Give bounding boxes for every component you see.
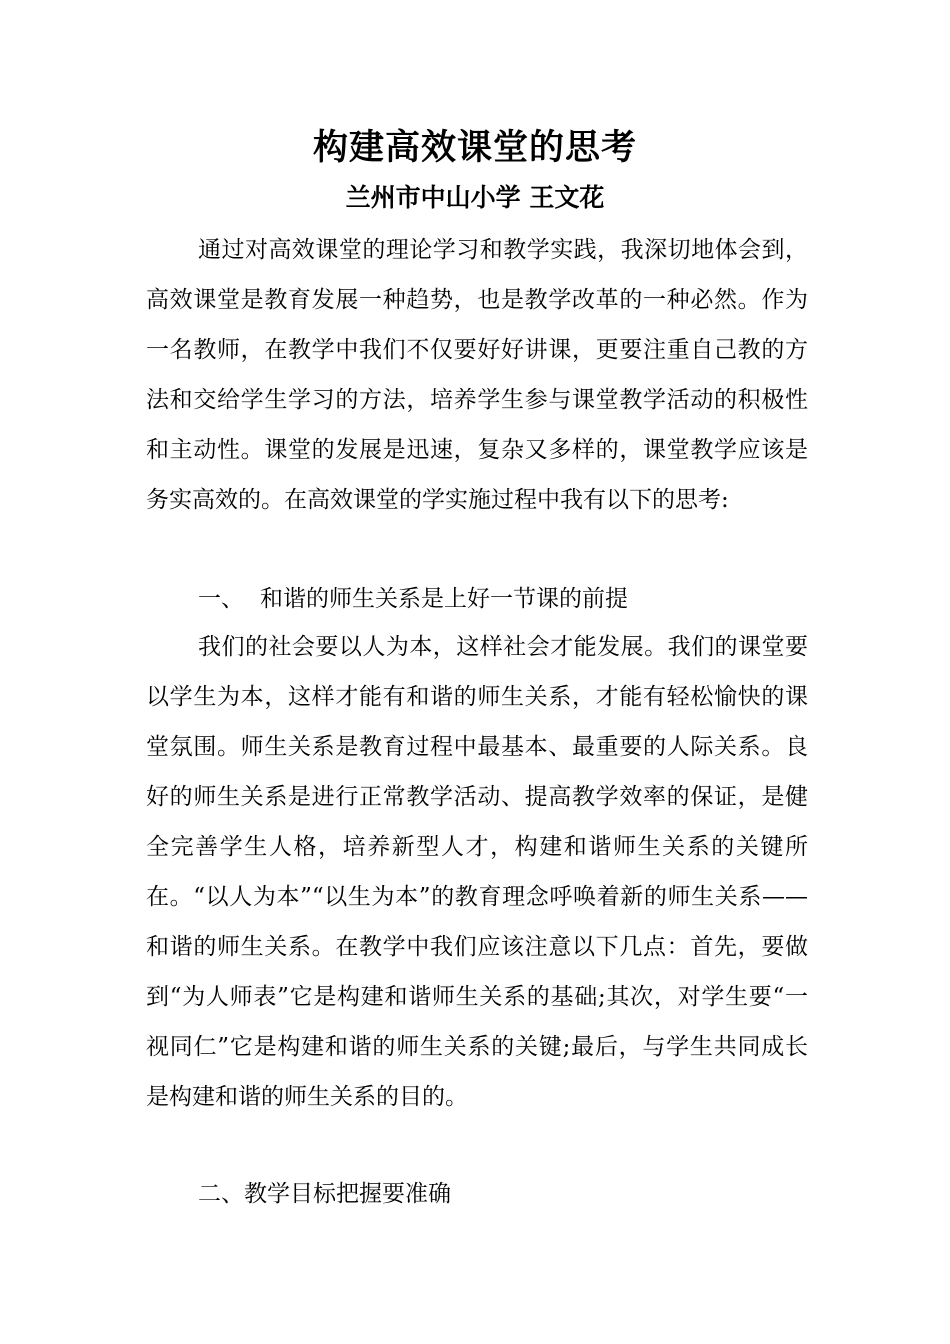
document-title: 构建高效课堂的思考 xyxy=(312,127,637,168)
author-line: 兰州市中山小学 王文花 xyxy=(345,183,605,212)
section-heading-1 xyxy=(198,579,628,619)
paragraph-intro: 通过对高效课堂的理论学习和教学实践，我深切地体会到，高效课堂是教育发展一种趋势，也是教学改革的一种必然。作为一名教师，在教学中我们不仅要好好讲课，更要注重自己教的方法和交给学生学习的方法，培养学生参与课堂教学活动的积极性和主动性。课堂的发展是迅速，复杂又多样的，课堂教学应该是务实高效的。在高效课堂的学实施过程中我有以下的思考: xyxy=(146,237,808,513)
paragraph-section-1: 我们的社会要以人为本，这样社会才能发展。我们的课堂要以学生为本，这样才能有和谐的师生关系，才能有轻松愉快的课堂氛围。师生关系是教育过程中最基本、最重要的人际关系。良好的师生关系是进行正常教学活动、提高教学效率的保证，是健全完善学生人格，培养新型人才，构建和谐师生关系的关键所在。“以人为本”“以生为本”的教育理念呼唤着新的师生关系——和谐的师生关系。在教学中我们应该注意以下几点：首先，要做到“为人师表”它是构建和谐师生关系的基础;其次，对学生要“一视同仁”它是构建和谐的师生关系的关键;最后，与学生共同成长是构建和谐的师生关系的目的。 xyxy=(146,634,808,1110)
section-heading-text: 和谐的师生关系是上好一节课的前提 xyxy=(260,586,628,612)
section-number: 一、 xyxy=(198,586,244,612)
section-heading-2: 二、教学目标把握要准确 xyxy=(198,1181,451,1207)
